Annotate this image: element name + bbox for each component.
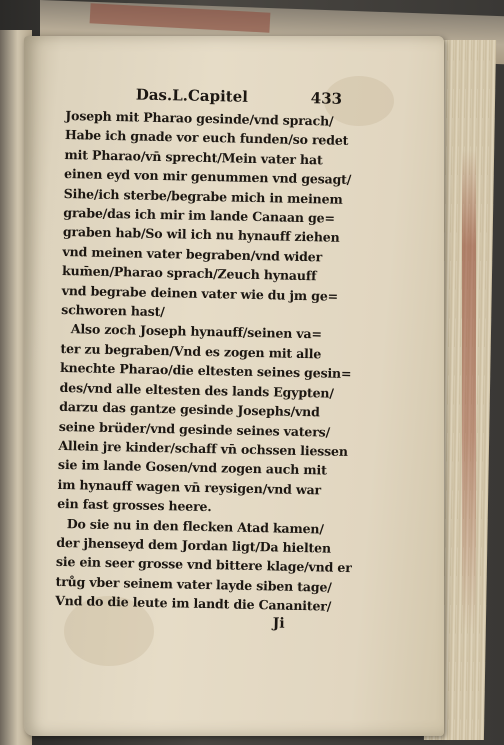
text-line: Allein jre kinder/schaff vn̄ ochssen liessen (58, 437, 348, 459)
text-line: Joseph mit Pharao gesinde/vnd sprach/ (65, 107, 334, 129)
chapter-heading: Das.L.Capitel (135, 85, 249, 106)
text-line: seine brüder/vnd gesinde seines vaters/ (58, 418, 331, 440)
text-line: einen eyd von mir genummen vnd gesagt/ (63, 166, 352, 188)
text-line: kum̄en/Pharao sprach/Zeuch hynauff (61, 263, 317, 284)
text-line: darzu das gantze gesinde Josephs/vnd (59, 399, 320, 420)
text-line: ein fast grosses heere. (57, 496, 212, 515)
text-line: des/vnd alle eltesten des lands Egypten/ (59, 379, 334, 401)
text-line: schworen hast/ (61, 302, 165, 320)
text-line: grabe/das ich mir im lande Canaan ge= (63, 205, 335, 226)
text-line: im hynauff wagen vn̄ reysigen/vnd war (57, 476, 322, 498)
catchword: Ji (272, 615, 285, 632)
edge-staining (462, 150, 476, 630)
text-line: vnd meinen vater begraben/vnd wider (62, 243, 323, 265)
text-line: knechte Pharao/die eltesten seines gesin= (59, 360, 352, 382)
text-line: sie im lande Gosen/vnd zogen auch mit (57, 457, 327, 478)
text-line: ter zu begraben/Vnd es zogen mit alle (60, 340, 322, 362)
page-number: 433 (310, 89, 343, 108)
text-line: Vnd do die leute im landt die Cananiter/ (55, 593, 332, 614)
text-line: Do sie nu in den flecken Atad kamen/ (66, 515, 324, 537)
text-line: Sihe/ich sterbe/begrabe mich in meinem (63, 185, 343, 207)
text-line: Habe ich gnade vor euch funden/so redet (64, 127, 349, 149)
text-line: der jhenseyd dem Jordan ligt/Da hielten (56, 534, 332, 556)
text-line: graben hab/So wil ich nu hynauff ziehen (62, 224, 340, 246)
text-line: Also zoch Joseph hynauff/seinen va= (70, 321, 322, 342)
text-line: sie ein seer grosse vnd bittere klage/vnd er (55, 554, 352, 576)
page-text (55, 84, 366, 632)
text-line: vnd begrabe deinen vater wie du jm ge= (61, 282, 339, 304)
text-line: mit Pharao/vn̄ sprecht/Mein vater hat (64, 146, 323, 168)
text-line: trůg vber seinem vater layde siben tage/ (55, 573, 332, 595)
